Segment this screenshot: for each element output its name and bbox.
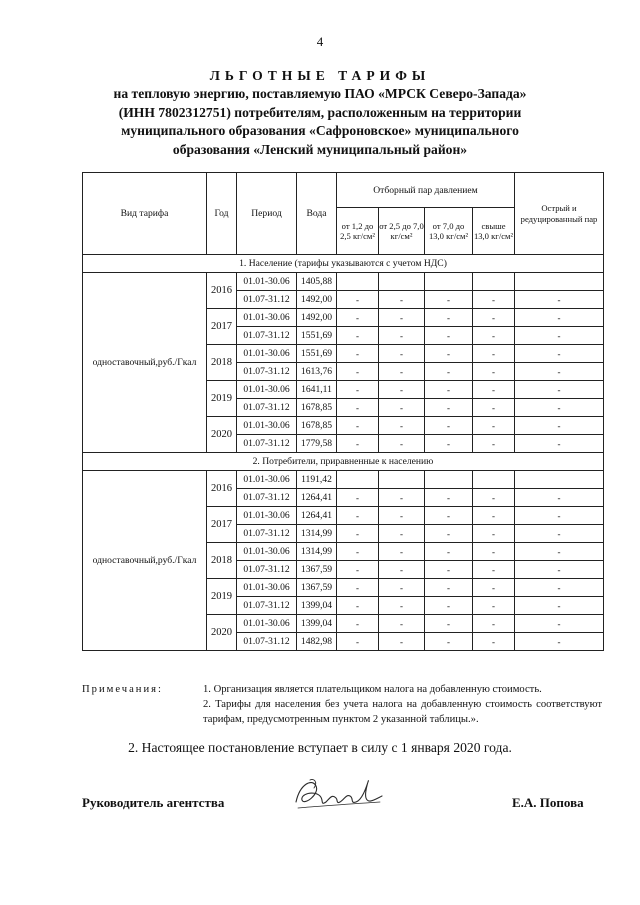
empty-tariff-cell: - xyxy=(337,561,379,579)
period-cell: 01.01-30.06 xyxy=(237,345,297,363)
empty-tariff-cell: - xyxy=(379,381,425,399)
year-cell: 2019 xyxy=(207,579,237,615)
empty-tariff-cell: - xyxy=(473,417,515,435)
period-cell: 01.07-31.12 xyxy=(237,435,297,453)
empty-tariff-cell: - xyxy=(337,399,379,417)
empty-tariff-cell: - xyxy=(337,489,379,507)
empty-tariff-cell: - xyxy=(515,417,604,435)
empty-tariff-cell: - xyxy=(425,435,473,453)
water-tariff-cell: 1779,58 xyxy=(297,435,337,453)
water-tariff-cell: 1551,69 xyxy=(297,345,337,363)
empty-tariff-cell: - xyxy=(515,363,604,381)
empty-tariff-cell xyxy=(425,471,473,489)
year-cell: 2020 xyxy=(207,615,237,651)
period-cell: 01.01-30.06 xyxy=(237,507,297,525)
empty-tariff-cell: - xyxy=(337,327,379,345)
empty-tariff-cell: - xyxy=(379,507,425,525)
water-tariff-cell: 1482,98 xyxy=(297,633,337,651)
period-cell: 01.07-31.12 xyxy=(237,399,297,417)
empty-tariff-cell: - xyxy=(515,507,604,525)
empty-tariff-cell: - xyxy=(515,345,604,363)
signatory-title: Руководитель агентства xyxy=(82,795,225,810)
empty-tariff-cell: - xyxy=(515,543,604,561)
empty-tariff-cell: - xyxy=(379,345,425,363)
empty-tariff-cell xyxy=(379,273,425,291)
empty-tariff-cell: - xyxy=(337,507,379,525)
water-tariff-cell: 1314,99 xyxy=(297,543,337,561)
empty-tariff-cell: - xyxy=(379,525,425,543)
section-row xyxy=(83,453,604,471)
empty-tariff-cell: - xyxy=(473,489,515,507)
empty-tariff-cell: - xyxy=(425,399,473,417)
page-number: 4 xyxy=(316,34,324,49)
empty-tariff-cell: - xyxy=(515,309,604,327)
empty-tariff-cell xyxy=(337,273,379,291)
empty-tariff-cell: - xyxy=(473,579,515,597)
empty-tariff-cell: - xyxy=(379,561,425,579)
empty-tariff-cell: - xyxy=(379,615,425,633)
period-cell: 01.01-30.06 xyxy=(237,417,297,435)
water-tariff-cell: 1405,88 xyxy=(297,273,337,291)
document-heading xyxy=(40,67,600,159)
water-tariff-cell: 1191,42 xyxy=(297,471,337,489)
water-tariff-cell: 1492,00 xyxy=(297,291,337,309)
empty-tariff-cell: - xyxy=(473,525,515,543)
notes-label: Примечания: xyxy=(82,684,163,695)
empty-tariff-cell: - xyxy=(515,327,604,345)
header-steam-col: от 7,0 до 13,0 кг/см² xyxy=(425,208,473,255)
empty-tariff-cell: - xyxy=(337,633,379,651)
year-cell: 2018 xyxy=(207,543,237,579)
period-cell: 01.01-30.06 xyxy=(237,579,297,597)
empty-tariff-cell: - xyxy=(337,291,379,309)
empty-tariff-cell: - xyxy=(379,435,425,453)
empty-tariff-cell xyxy=(425,273,473,291)
empty-tariff-cell: - xyxy=(379,543,425,561)
water-tariff-cell: 1399,04 xyxy=(297,615,337,633)
empty-tariff-cell: - xyxy=(473,561,515,579)
empty-tariff-cell: - xyxy=(379,327,425,345)
empty-tariff-cell: - xyxy=(515,525,604,543)
year-cell: 2016 xyxy=(207,273,237,309)
empty-tariff-cell: - xyxy=(379,489,425,507)
empty-tariff-cell: - xyxy=(425,291,473,309)
water-tariff-cell: 1492,00 xyxy=(297,309,337,327)
water-tariff-cell: 1551,69 xyxy=(297,327,337,345)
empty-tariff-cell: - xyxy=(473,327,515,345)
handwritten-signature xyxy=(290,772,386,816)
period-cell: 01.01-30.06 xyxy=(237,381,297,399)
signatory-name: Е.А. Попова xyxy=(512,795,584,810)
empty-tariff-cell: - xyxy=(473,399,515,417)
empty-tariff-cell: - xyxy=(337,597,379,615)
period-cell: 01.01-30.06 xyxy=(237,273,297,291)
empty-tariff-cell: - xyxy=(337,381,379,399)
period-cell: 01.07-31.12 xyxy=(237,597,297,615)
header-tariff-kind: Вид тарифа xyxy=(83,173,207,255)
empty-tariff-cell: - xyxy=(473,309,515,327)
empty-tariff-cell: - xyxy=(425,309,473,327)
note-item: 2. Тарифы для населения без учета налога на добавленную стоимость соответствуют тарифам, предусмотренным пунктом 2 указанной таблицы.». xyxy=(203,699,602,725)
heading-line: на тепловую энергию, поставляемую ПАО «МРСК Северо-Запада» xyxy=(113,86,527,102)
empty-tariff-cell: - xyxy=(473,615,515,633)
empty-tariff-cell: - xyxy=(337,525,379,543)
year-cell: 2016 xyxy=(207,471,237,507)
empty-tariff-cell: - xyxy=(425,327,473,345)
water-tariff-cell: 1264,41 xyxy=(297,507,337,525)
empty-tariff-cell: - xyxy=(337,435,379,453)
empty-tariff-cell: - xyxy=(473,543,515,561)
water-tariff-cell: 1367,59 xyxy=(297,579,337,597)
section-title: 1. Население (тарифы указываются с учетом НДС) xyxy=(83,255,604,273)
year-cell: 2018 xyxy=(207,345,237,381)
period-cell: 01.07-31.12 xyxy=(237,291,297,309)
year-cell: 2017 xyxy=(207,309,237,345)
period-cell: 01.01-30.06 xyxy=(237,471,297,489)
header-steam-col: свыше 13,0 кг/см² xyxy=(473,208,515,255)
empty-tariff-cell: - xyxy=(337,543,379,561)
header-steam-group: Отборный пар давлением xyxy=(337,173,515,208)
water-tariff-cell: 1613,76 xyxy=(297,363,337,381)
tariff-kind-cell: одноставочный,руб./Гкал xyxy=(83,273,207,453)
year-cell: 2017 xyxy=(207,507,237,543)
empty-tariff-cell: - xyxy=(425,633,473,651)
empty-tariff-cell: - xyxy=(425,345,473,363)
empty-tariff-cell xyxy=(473,273,515,291)
period-cell: 01.07-31.12 xyxy=(237,327,297,345)
empty-tariff-cell: - xyxy=(379,399,425,417)
empty-tariff-cell xyxy=(515,273,604,291)
heading-line: образования «Ленский муниципальный район» xyxy=(172,141,468,157)
empty-tariff-cell: - xyxy=(337,345,379,363)
empty-tariff-cell: - xyxy=(337,615,379,633)
empty-tariff-cell: - xyxy=(337,309,379,327)
water-tariff-cell: 1641,11 xyxy=(297,381,337,399)
heading-line: (ИНН 7802312751) потребителям, расположенным на территории xyxy=(118,104,522,120)
empty-tariff-cell: - xyxy=(515,615,604,633)
empty-tariff-cell: - xyxy=(425,579,473,597)
empty-tariff-cell: - xyxy=(515,633,604,651)
enactment-clause: 2. Настоящее постановление вступает в силу с 1 января 2020 года. xyxy=(128,740,512,755)
tariff-kind-cell: одноставочный,руб./Гкал xyxy=(83,471,207,651)
period-cell: 01.07-31.12 xyxy=(237,561,297,579)
table-row xyxy=(83,273,604,291)
empty-tariff-cell: - xyxy=(473,381,515,399)
water-tariff-cell: 1264,41 xyxy=(297,489,337,507)
empty-tariff-cell: - xyxy=(379,417,425,435)
header-steam-col: от 1,2 до 2,5 кг/см² xyxy=(337,208,379,255)
header-year: Год xyxy=(207,173,237,255)
empty-tariff-cell: - xyxy=(425,525,473,543)
empty-tariff-cell: - xyxy=(425,489,473,507)
empty-tariff-cell xyxy=(337,471,379,489)
period-cell: 01.01-30.06 xyxy=(237,309,297,327)
period-cell: 01.07-31.12 xyxy=(237,489,297,507)
empty-tariff-cell: - xyxy=(379,633,425,651)
empty-tariff-cell: - xyxy=(425,381,473,399)
empty-tariff-cell: - xyxy=(515,579,604,597)
header-period: Период xyxy=(237,173,297,255)
empty-tariff-cell: - xyxy=(379,363,425,381)
water-tariff-cell: 1399,04 xyxy=(297,597,337,615)
heading-line: муниципального образования «Сафроновское» муниципального xyxy=(121,123,519,139)
empty-tariff-cell: - xyxy=(473,345,515,363)
empty-tariff-cell: - xyxy=(379,291,425,309)
period-cell: 01.07-31.12 xyxy=(237,363,297,381)
tariff-table xyxy=(82,172,604,651)
empty-tariff-cell: - xyxy=(425,363,473,381)
note-item: 1. Организация является плательщиком налога на добавленную стоимость. xyxy=(203,684,542,695)
empty-tariff-cell xyxy=(515,471,604,489)
empty-tariff-cell: - xyxy=(425,543,473,561)
empty-tariff-cell: - xyxy=(473,633,515,651)
empty-tariff-cell xyxy=(379,471,425,489)
empty-tariff-cell: - xyxy=(515,435,604,453)
period-cell: 01.01-30.06 xyxy=(237,615,297,633)
empty-tariff-cell: - xyxy=(473,507,515,525)
period-cell: 01.01-30.06 xyxy=(237,543,297,561)
empty-tariff-cell: - xyxy=(379,597,425,615)
empty-tariff-cell: - xyxy=(473,435,515,453)
year-cell: 2019 xyxy=(207,381,237,417)
empty-tariff-cell: - xyxy=(515,597,604,615)
header-sharp-steam: Острый и редуцированный пар xyxy=(515,173,604,255)
table-row xyxy=(83,471,604,489)
empty-tariff-cell: - xyxy=(337,579,379,597)
empty-tariff-cell: - xyxy=(473,597,515,615)
header-water: Вода xyxy=(297,173,337,255)
empty-tariff-cell: - xyxy=(515,381,604,399)
empty-tariff-cell: - xyxy=(425,615,473,633)
empty-tariff-cell: - xyxy=(473,363,515,381)
water-tariff-cell: 1678,85 xyxy=(297,399,337,417)
empty-tariff-cell: - xyxy=(515,399,604,417)
empty-tariff-cell: - xyxy=(515,561,604,579)
water-tariff-cell: 1367,59 xyxy=(297,561,337,579)
notes xyxy=(82,682,602,727)
empty-tariff-cell: - xyxy=(425,417,473,435)
empty-tariff-cell: - xyxy=(379,579,425,597)
document-title: ЛЬГОТНЫЕ ТАРИФЫ xyxy=(209,68,431,83)
year-cell: 2020 xyxy=(207,417,237,453)
section-row xyxy=(83,255,604,273)
empty-tariff-cell xyxy=(473,471,515,489)
empty-tariff-cell: - xyxy=(515,489,604,507)
period-cell: 01.07-31.12 xyxy=(237,525,297,543)
empty-tariff-cell: - xyxy=(425,507,473,525)
empty-tariff-cell: - xyxy=(425,597,473,615)
header-steam-col: от 2,5 до 7,0 кг/см² xyxy=(379,208,425,255)
empty-tariff-cell: - xyxy=(425,561,473,579)
period-cell: 01.07-31.12 xyxy=(237,633,297,651)
empty-tariff-cell: - xyxy=(337,363,379,381)
empty-tariff-cell: - xyxy=(379,309,425,327)
water-tariff-cell: 1678,85 xyxy=(297,417,337,435)
water-tariff-cell: 1314,99 xyxy=(297,525,337,543)
empty-tariff-cell: - xyxy=(515,291,604,309)
empty-tariff-cell: - xyxy=(473,291,515,309)
empty-tariff-cell: - xyxy=(337,417,379,435)
section-title: 2. Потребители, приравненные к населению xyxy=(83,453,604,471)
